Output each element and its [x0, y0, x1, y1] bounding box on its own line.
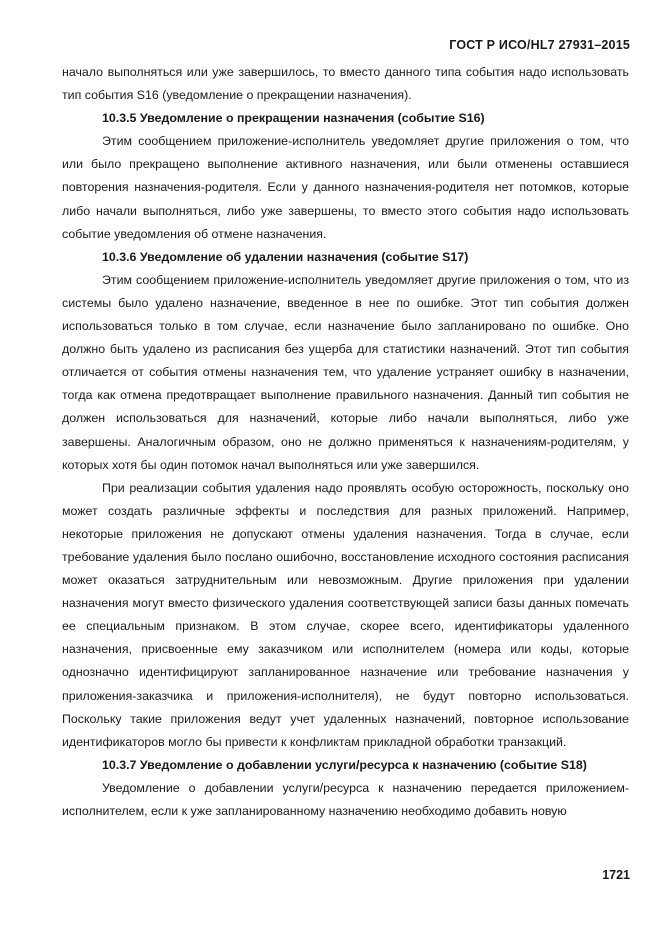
paragraph: Уведомление о добавлении услуги/ресурса к назначению передается приложением-исполнителем, если к уже запланированному назначению необходимо добавить новую — [62, 780, 629, 818]
paragraph: Этим сообщением приложение-исполнитель уведомляет другие приложения о том, что или было прекращено выполнение активного назначения, или были отменены оставшиеся повторения назначения-родителя. Если у данного назначения-родителя нет потомков, которые либо начали выполняться, либо уже завершены, то вместо этого события надо использовать событие уведомления об отмене назначения. — [62, 134, 629, 241]
paragraph: начало выполняться или уже завершилось, то вместо данного типа события надо использовать тип события S16 (уведомление о прекращении назначения). — [62, 65, 629, 103]
section-heading: 10.3.5 Уведомление о прекращении назначения (событие S16) — [102, 111, 485, 126]
section-heading: 10.3.6 Уведомление об удалении назначения (событие S17) — [102, 249, 469, 264]
standard-header: ГОСТ Р ИСО/HL7 27931–2015 — [449, 38, 630, 52]
paragraph: Этим сообщением приложение-исполнитель уведомляет другие приложения о том, что из системы было удалено назначение, введенное в нее по ошибке. Этот тип события должен использоваться только в том случае, если назначение было запланировано по ошибке. Оно должно быть удалено из расписания без ущерба для статистики назначений. Этот тип события отличается от события отмены назначения тем, что удаление устраняет ошибку в назначении, тогда как отмена предотвращает выполнение правильного назначения. Данный тип события не должен использоваться для назначений, которые либо начали выполняться, либо уже завершены. Аналогичным образом, оно не должно применяться к назначениям-родителям, у которых хотя бы один потомок начал выполняться или уже завершился. — [62, 272, 629, 472]
section-heading: 10.3.7 Уведомление о добавлении услуги/ресурса к назначению (событие S18) — [102, 757, 587, 772]
document-body — [62, 61, 629, 823]
page-number: 1721 — [602, 868, 630, 882]
paragraph: При реализации события удаления надо проявлять особую осторожность, поскольку оно может создать различные эффекты и последствия для разных приложений. Например, некоторые приложения не допускают отмены удаления назначения. Тогда в случае, если требование удаления было послано ошибочно, восстановление исходного состояния расписания может оказаться затруднительным или невозможным. Другие приложения при удалении назначения могут вместо физического удаления соответствующей записи базы данных помечать ее специальным признаком. В этом случае, скорее всего, идентификаторы удаленного назначения, присвоенные ему заказчиком или исполнителем (номера или коды, которые однозначно идентифицируют запланированное назначение или требование назначения у приложения-заказчика и приложения-исполнителя), не будут повторно использоваться. Поскольку такие приложения ведут учет удаленных назначений, повторное использование идентификаторов могло бы привести к конфликтам прикладной обработки транзакций. — [62, 480, 629, 749]
